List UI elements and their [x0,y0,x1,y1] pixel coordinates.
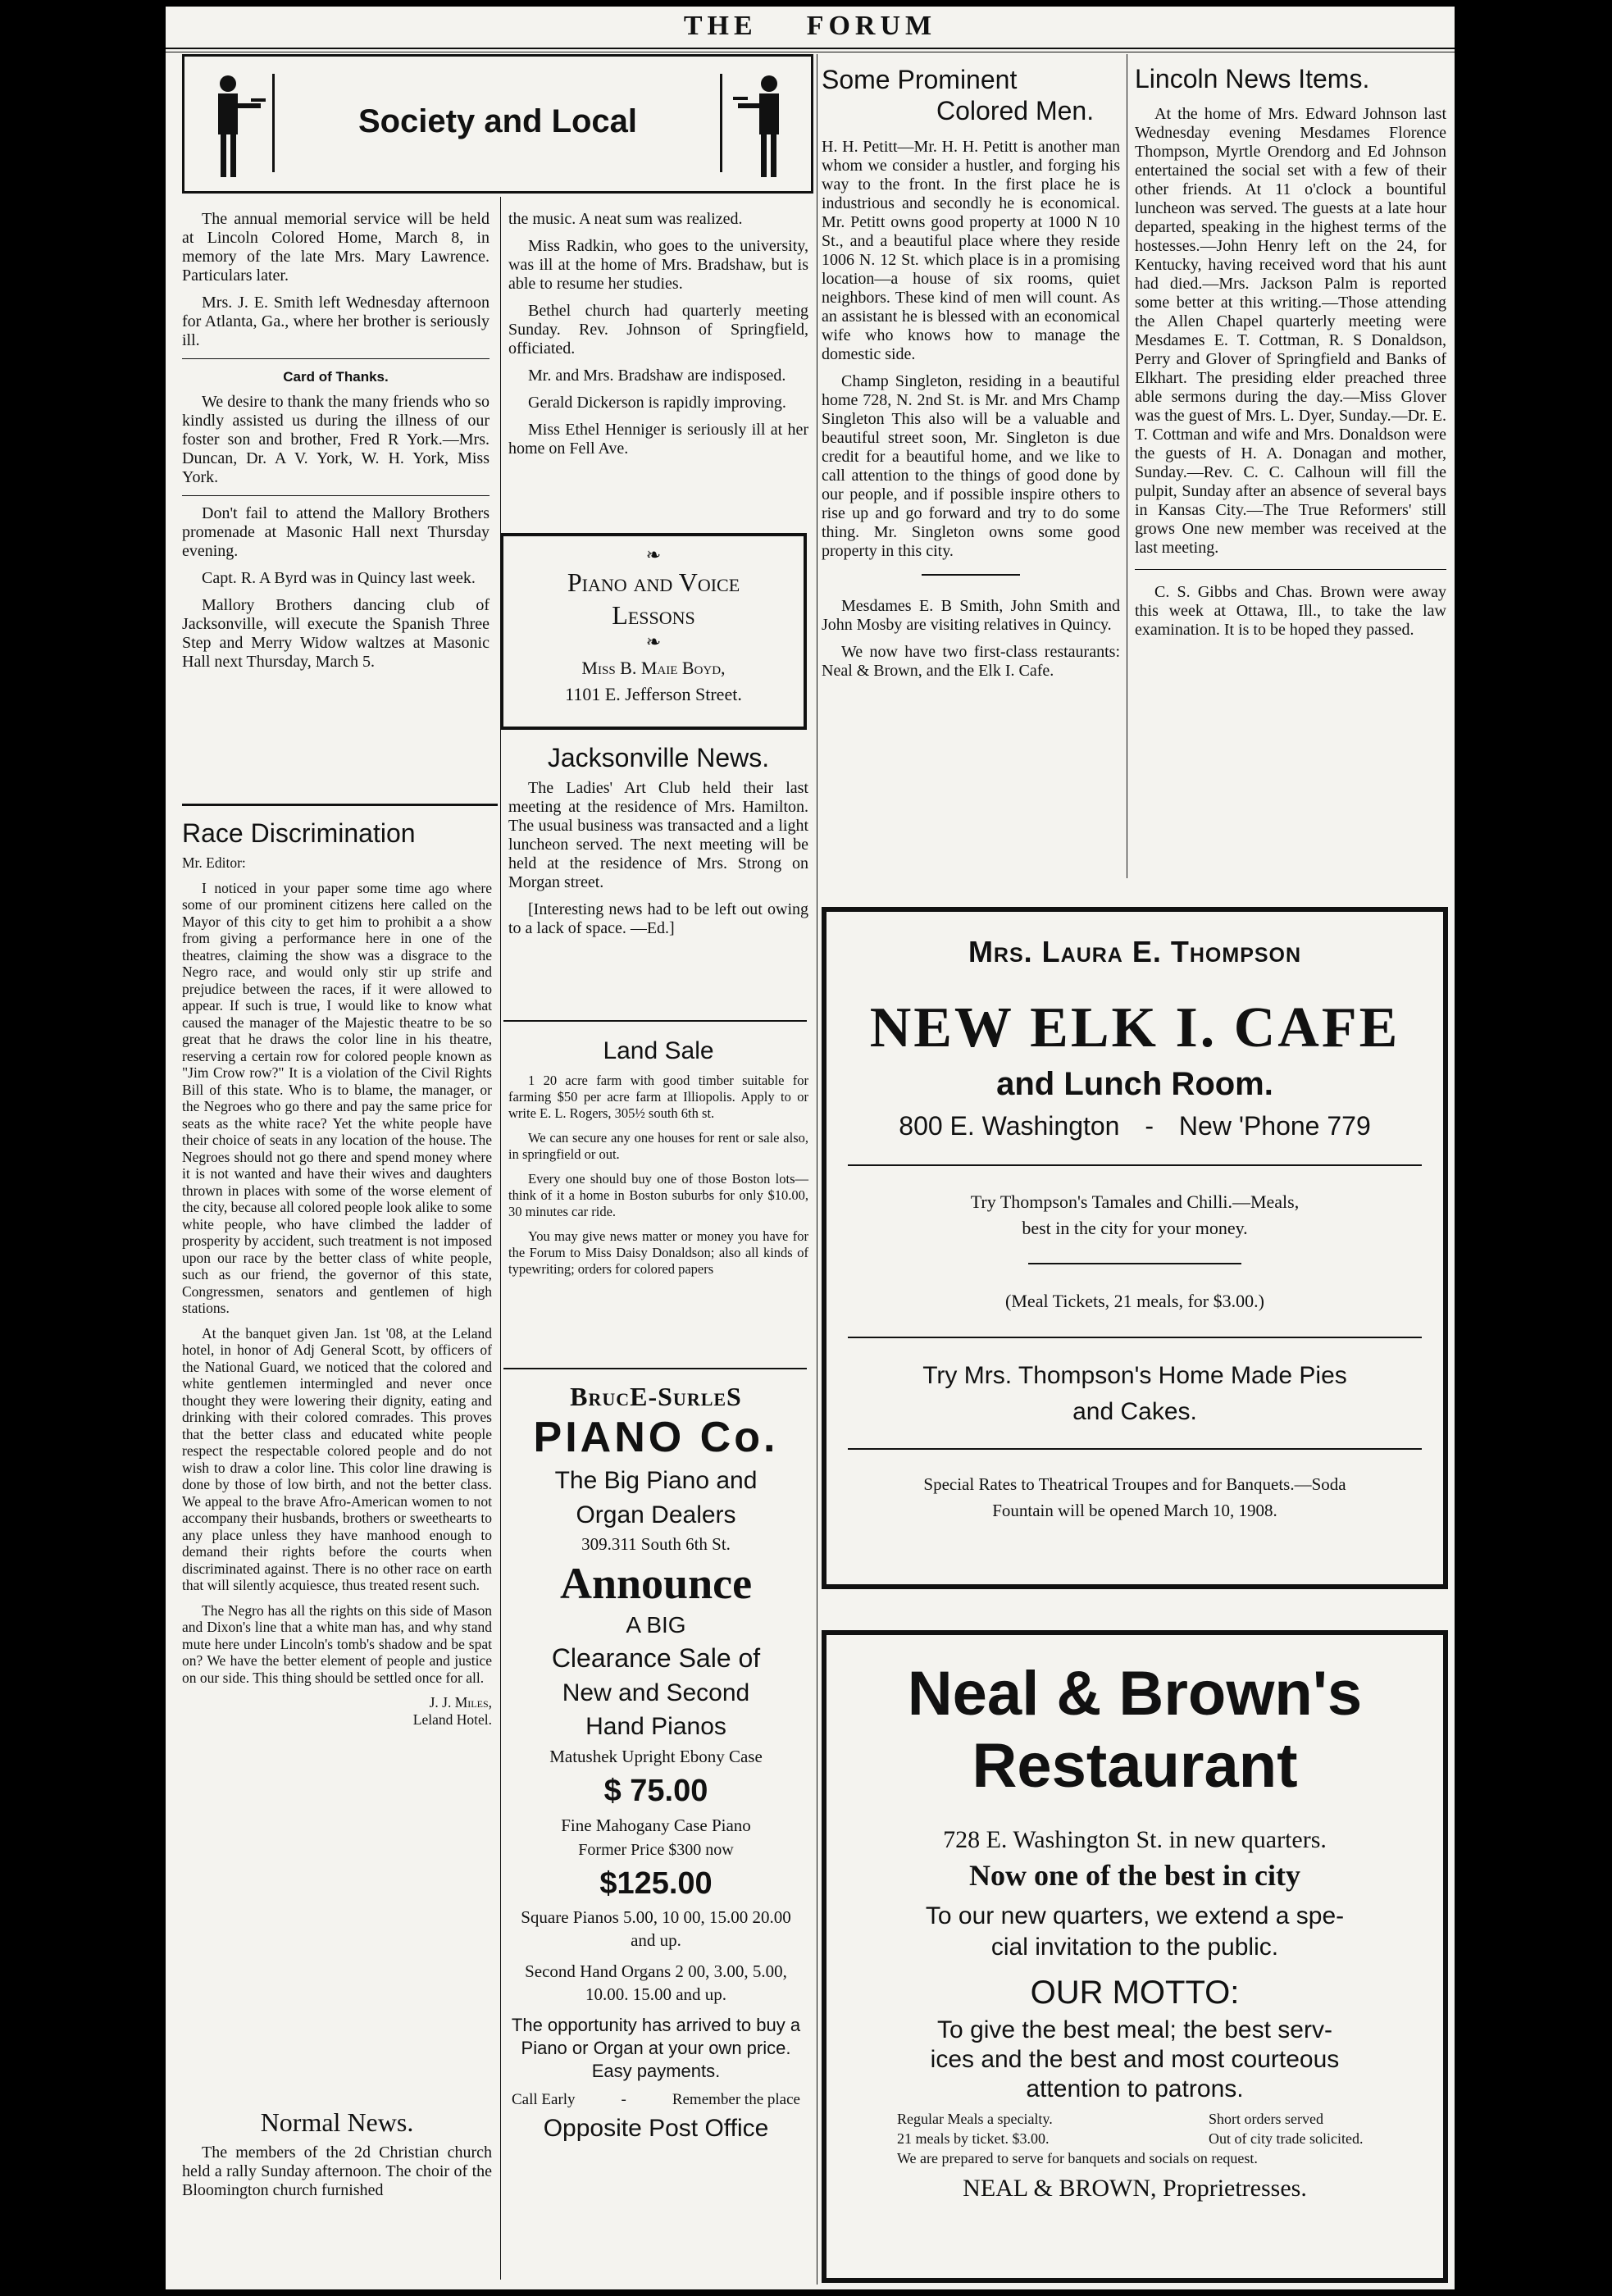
card-of-thanks-body: We desire to thank the many friends who so kindly assisted us during the illness of our foster son and brother, Fred R York.—Mrs. Duncan, Dr. A V. York, W. H. York, Miss York. [182,393,490,486]
jacksonville-title: Jacksonville News. [547,743,770,772]
prominent-title [822,64,1120,126]
bruce-surles-tagline-1: The Big Piano and [554,1467,758,1494]
local-item: Gerald Dickerson is rapidly improving. [528,394,786,412]
elk-address-line [826,1107,1443,1145]
prominent-paragraph: We now have two first-class restaurants: Neal & Brown, and the Elk I. Cafe. [822,643,1120,680]
divider [848,1448,1422,1450]
race-paragraph: The Negro has all the rights on this side of Mason and Dixon's line that a white man has, and why stand mute here under Lincoln's tomb's shadow and be spat on? We have the better element of people and justice on our side. This thing should be settled once for all. [182,1601,492,1686]
prominent-paragraph: H. H. Petitt—Mr. H. H. Petitt is another man whom we consider a hustler, and forging his way to the front. In the first place he is industrious and secondly he is economical. Mr. Petitt owns good property at 1000 N 10 St., and a beautiful place where they reside 1006 N. 12 St. which place is in a promising location—a house of six rooms, quiet neighbors. These kind of men will count. As an assistant he is blessed with an economical wife who knows how to manage the domestic side. [822,138,1120,363]
elk-try-1: Try Thompson's Tamales and Chilli.—Meals, [970,1191,1300,1212]
bruce-surles-company: PIANO Co. [533,1414,779,1461]
divider [848,1337,1422,1338]
ornament-icon: ❧ [645,631,662,652]
race-top-rule [182,804,498,806]
elk-phone: New 'Phone 779 [1178,1111,1371,1141]
neal-out-of-city: Out of city trade solicited. [1209,2130,1364,2147]
neal-regular-row-2 [897,2129,1443,2148]
prominent-paragraph: Mesdames E. B Smith, John Smith and John Mosby are visiting relatives in Quincy. [822,597,1120,634]
neal-motto-line-3: attention to patrons. [1026,2075,1244,2102]
bruce-surles-item-2: Fine Mahogany Case Piano [561,1815,751,1835]
neal-best: Now one of the best in city [969,1859,1300,1892]
bruce-surles-announce: Announce [559,1559,753,1608]
neal-motto-line-1: To give the best meal; the best serv- [937,2016,1332,2043]
elk-special-2: Fountain will be opened March 10, 1908. [992,1501,1277,1520]
society-paragraph: Mallory Brothers dancing club of Jacksonville, will execute the Spanish Three Step and Merry Widow waltzes at Masonic Hall next Thursday, March 5. [182,596,490,671]
bruce-surles-opportunity: The opportunity has arrived to buy a Piano or Organ at your own price. Easy payments. [511,2015,801,2081]
local-item: Mr. and Mrs. Bradshaw are indisposed. [528,367,786,385]
elk-dash: - [1145,1111,1154,1141]
jacksonville-paragraph: The Ladies' Art Club held their last meeting at the residence of Mrs. Hamilton. The usual business was transacted and a light luncheon served. The next meeting will be held at the residence of Mrs. Strong on Morgan street. [508,779,808,891]
bruce-surles-address: 309.311 South 6th St. [581,1534,731,1554]
local-item: the music. A neat sum was realized. [508,210,743,228]
piano-lessons-address: 1101 E. Jefferson Street. [565,684,742,704]
society-column [182,210,490,680]
divider [1135,569,1446,570]
neal-banquets: We are prepared to serve for banquets and socials on request. [897,2150,1258,2166]
bruce-surles-call-dash: - [621,2091,626,2108]
divider [1028,1263,1241,1264]
society-paragraph: Capt. R. A Byrd was in Quincy last week. [202,569,476,587]
bruce-surles-tagline-2: Organ Dealers [576,1501,736,1528]
bruce-surles-hand-pianos: Hand Pianos [585,1713,726,1740]
neal-regular-meals: Regular Meals a specialty. [897,2111,1053,2127]
bruce-surles-price-2: $125.00 [599,1866,713,1901]
piano-lessons-title [503,566,804,631]
normal-news-title: Normal News. [260,2107,414,2137]
society-paragraph: Mrs. J. E. Smith left Wednesday afternoon for Atlanta, Ga., where her brother is seriously ill. [182,294,490,349]
elk-try-2: best in the city for your money. [1022,1218,1248,1238]
bruce-surles-organs: Second Hand Organs 2 00, 3.00, 5.00, 10.00. 15.00 and up. [525,1961,787,2004]
bruce-surles-name: BrucE-SurleS [570,1382,742,1411]
local-item: Bethel church had quarterly meeting Sunday. Rev. Johnson of Springfield, officiated. [508,302,808,358]
waiter-figure-left-icon [194,72,267,183]
society-header-divider-left [272,74,275,172]
society-paragraph: Don't fail to attend the Mallory Brothers promenade at Masonic Hall next Thursday evening. [182,504,490,560]
bruce-surles-square-pianos: Square Pianos 5.00, 10 00, 15.00 20.00 and up. [521,1907,791,1950]
newspaper-page [166,7,1455,2289]
elk-pies-2: and Cakes. [1072,1398,1197,1425]
elk-sub: and Lunch Room. [996,1066,1273,1102]
bruce-surles-ad [503,1381,808,2145]
normal-news-paragraph: The members of the 2d Christian church held a rally Sunday afternoon. The choir of the Bloomington church furnished [182,2143,492,2199]
elk-special-1: Special Rates to Theatrical Troupes and for Banquets.—Soda [923,1474,1346,1494]
race-salutation: Mr. Editor: [182,854,246,871]
elk-tickets: (Meal Tickets, 21 meals, for $3.00.) [1005,1291,1264,1311]
card-of-thanks-title: Card of Thanks. [283,369,389,385]
land-sale [508,1036,808,1286]
piano-lessons-ad [500,533,807,730]
bruce-surles-item-1: Matushek Upright Ebony Case [549,1747,763,1766]
neal-new-2: cial invitation to the public. [990,1934,1279,1961]
elk-owner: Mrs. Laura E. Thompson [968,935,1302,968]
column-rule-1 [500,197,501,2280]
race-paragraph: At the banquet given Jan. 1st '08, at the Leland hotel, in honor of Adj General Scott, by officers of the National Guard, we noticed that the colored and white gentlemen intermingled and never once thought they were lowering their dignity, eating and drinking with their colored comrades. This proves that the better class and educated white people respect the respectable colored people and do not wish to draw a color line. This color line drawing is done by those of low birth, and not the better class. We appeal to the brave Afro-American women to not accompany their husbands, brothers or sweethearts to any place unless they have manhood enough to demand their rights before the courts when discriminated against. There is no other race on earth that will silently acquiesce, thus treated resent such. [182,1324,492,1593]
jacksonville-note: [Interesting news had to be left out owing to a lack of space. —Ed.] [508,900,808,937]
neal-tickets: 21 meals by ticket. $3.00. [897,2130,1050,2147]
elk-cafe-ad [822,907,1448,1589]
divider [503,1368,807,1369]
masthead-rule-1 [166,48,1455,49]
neal-proprietresses: NEAL & BROWN, Proprietresses. [963,2175,1307,2202]
land-sale-paragraph: We can secure any one houses for rent or sale also, in springfield or out. [508,1130,808,1162]
divider [922,574,1020,576]
prominent-men [822,64,1120,689]
lincoln-title: Lincoln News Items. [1135,64,1370,93]
bruce-surles-remember: Remember the place [672,2091,800,2108]
neal-motto-line-2: ices and the best and most courteous [930,2046,1340,2073]
ornament-icon: ❧ [645,544,662,565]
masthead-word-the: THE [683,11,758,41]
neal-title-1: Neal & Brown's [907,1659,1363,1729]
lincoln-news [1135,64,1446,648]
divider [503,1020,807,1022]
lincoln-paragraph: At the home of Mrs. Edward Johnson last Wednesday evening Mesdames Florence Thompson, Myrtle Orendorg and Ed Johnson entertained the social set with a few of their other friends. At 11 o'clock a bountiful luncheon was served. The guests at a late hour departed, speaking in the highest terms of the hostesses.—John Henry left on the 24, for Kentucky, having received word that his aunt had died.—Mrs. Jackson Palm is reported some better at this writing.—Those attending the Allen Chapel quarterly meeting were Mesdames E. T. Cottman, R. S Donaldson, Perry and Glover of Springfield and Banks of Elkhart. The presiding elder preached three able sermons during the day.—Miss Glover was the guest of Mrs. L. Dyer, Sunday.—Dr. E. T. Cottman and wife and Mrs. Donaldson were the guests of H. A. Donagan and mother, Sunday.—Rev. C. C. Calhoun will fill the pulpit, Sunday after an absence of several bays in Kansas City.—The True Reformers' still grows One new member was received at the last meeting. [1135,105,1446,557]
divider [182,358,490,359]
society-paragraph: The annual memorial service will be held at Lincoln Colored Home, March 8, in memory of the late Mrs. Mary Lawrence. Particulars later. [182,210,490,285]
elk-name: NEW ELK I. CAFE [869,996,1400,1059]
bruce-surles-opposite: Opposite Post Office [543,2115,769,2142]
neal-short-orders: Short orders served [1209,2111,1323,2127]
bruce-surles-call [503,2088,808,2112]
prominent-title-line2: Colored Men. [936,96,1095,125]
waiter-figure-right-icon [730,72,804,183]
elk-address: 800 E. Washington [899,1111,1120,1141]
neal-address: 728 E. Washington St. in new quarters. [943,1826,1327,1853]
race-article [182,818,492,1728]
prominent-paragraph: Champ Singleton, residing in a beautiful home 728, N. 2nd St. is Mr. and Mrs Champ Singleton This also will be a valuable and beautiful street soon, Mr. Singleton is due credit for a beautiful home, and we like to call attention to the things of good done by our people, and if possible inspire others to rise up and go forward and try to do some thing. Mr. Singleton owns some good property in this city. [822,372,1120,560]
land-sale-paragraph: You may give news matter or money you have for the Forum to Miss Daisy Donaldson; also all kinds of typewriting; orders for colored papers [508,1228,808,1277]
jacksonville-news [508,743,808,946]
neal-title-2: Restaurant [972,1731,1298,1801]
col2-local-items [508,210,808,467]
piano-lessons-title-line2: Lessons [612,600,695,630]
bruce-surles-new-second: New and Second [562,1679,750,1706]
bruce-surles-clearance: Clearance Sale of [551,1643,761,1673]
masthead [166,7,1455,48]
bruce-surles-price-1: $ 75.00 [603,1774,708,1808]
society-title: Society and Local [357,103,638,139]
piano-lessons-title-line1: Piano and Voice [567,567,740,597]
neal-new-1: To our new quarters, we extend a spe- [925,1902,1345,1929]
elk-pies-1: Try Mrs. Thompson's Home Made Pies [922,1362,1347,1389]
piano-lessons-teacher: Miss B. Maie Boyd, [581,658,726,678]
race-signature [182,1694,492,1728]
lincoln-paragraph: C. S. Gibbs and Chas. Brown were away this week at Ottawa, Ill., to take the law examination. It is to be hoped they passed. [1135,583,1446,639]
race-signature-place: Leland Hotel. [412,1711,492,1728]
land-sale-paragraph: 1 20 acre farm with good timber suitable for farming $50 per acre farm at Illiopolis. Apply to or write E. L. Rogers, 305½ south 6th st. [508,1073,808,1121]
society-header-divider-right [720,74,722,172]
neal-regular-row-1 [897,2109,1443,2129]
local-item: Miss Ethel Henniger is seriously ill at her home on Fell Ave. [508,421,808,458]
land-sale-paragraph: Every one should buy one of those Boston lots—think of it a home in Boston suburbs for only $10.00, 30 minutes car ride. [508,1171,808,1219]
land-sale-title: Land Sale [603,1037,714,1064]
divider [182,495,490,496]
divider [848,1164,1422,1166]
bruce-surles-call-early: Call Early [512,2091,576,2108]
neal-brown-ad [822,1630,1448,2283]
prominent-title-line1: Some Prominent [822,65,1018,94]
race-paragraph: I noticed in your paper some time ago where some of our prominent citizens here called on the Mayor of this city to get him to prohibit a a show from giving a performance here in one of the theatres, claiming the show was a disgrace to the Negro race, and would only stir up strife and prejudice between the races, if it were allowed to appear. If such is true, I would like to know what caused the manager of the Majestic theatre to be so great that he draws the color line in his theatre, reserving a certain row for colored people known as "Jim Crow row?" It is a violation of the Civil Rights Bill of this state. Who is to blame, the manager, or the Negroes who go there and pay the same price for seats as the white race? Yet the white people have their choice of seats in any location of the house. The Negroes should not go there and spend money where it is not wanted and have their wives and daughters thrown in places with some of the worse element of the city, because all colored people look alike to some white people, who have climbed the ladder of prosperity by accident, such treatment is not imposed upon our race by the better class of white people, such as our friend, the governor of this state, Congressmen, senators and gentlemen of high stations. [182,879,492,1316]
masthead-word-forum: FORUM [806,11,937,41]
local-item: Miss Radkin, who goes to the university, was ill at the home of Mrs. Bradshaw, but is able to resume her studies. [508,237,808,293]
normal-news [182,2107,492,2208]
bruce-surles-former-price: Former Price $300 now [578,1841,734,1859]
race-title: Race Discrimination [182,818,416,848]
bruce-surles-abig: A BIG [626,1612,686,1638]
race-signature-name: J. J. Miles, [429,1694,492,1711]
neal-motto: OUR MOTTO: [1030,1975,1240,2011]
